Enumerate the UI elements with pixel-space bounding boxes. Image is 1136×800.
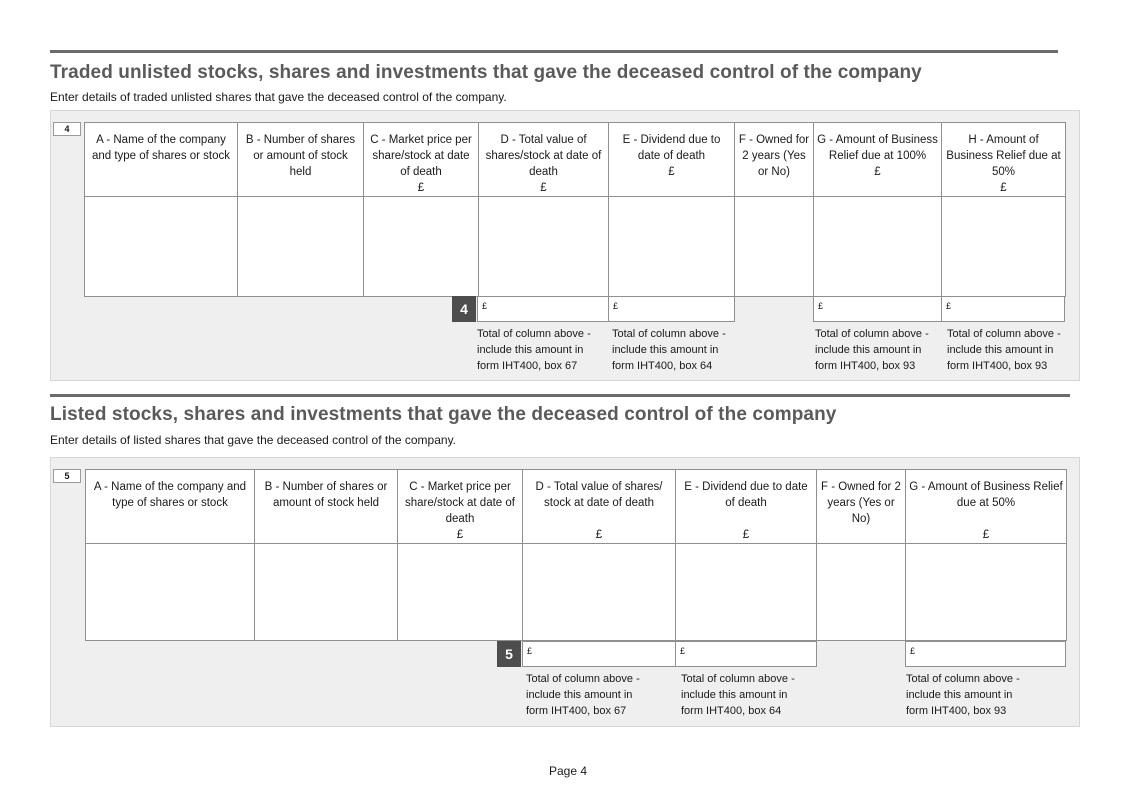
section-divider bbox=[50, 50, 1058, 53]
box-number-tag: 4 bbox=[53, 122, 81, 136]
column-header-c: C - Market price per share/stock at date of death £ bbox=[398, 470, 523, 544]
page-number: Page 4 bbox=[548, 764, 588, 778]
entry-cell-relief-50[interactable] bbox=[906, 544, 1067, 641]
entry-cell-dividend[interactable] bbox=[676, 544, 817, 641]
total-note-e: Total of column above - include this amount in form IHT400, box 64 bbox=[681, 673, 795, 717]
total-note-h: Total of column above - include this amount in form IHT400, box 93 bbox=[947, 328, 1061, 372]
section-divider bbox=[50, 394, 1070, 397]
column-header-b: B - Number of shares or amount of stock held bbox=[255, 470, 398, 544]
column-header-h: H - Amount of Business Relief due at 50% £ bbox=[942, 123, 1066, 197]
column-header-a: A - Name of the company and type of shares or stock bbox=[86, 470, 255, 544]
column-header-d: D - Total value of shares/stock at date of death £ bbox=[479, 123, 609, 197]
total-field-g[interactable]: £ bbox=[813, 296, 942, 322]
column-header-d: D - Total value of shares/ stock at date of death £ bbox=[523, 470, 676, 544]
section-title: Traded unlisted stocks, shares and investments that gave the deceased control of the company bbox=[50, 62, 922, 83]
column-header-c: C - Market price per share/stock at date of death £ bbox=[364, 123, 479, 197]
section-description: Enter details of listed shares that gave the deceased control of the company. bbox=[50, 433, 457, 447]
entry-cell-total-value[interactable] bbox=[523, 544, 676, 641]
entry-cell-number-of-shares[interactable] bbox=[255, 544, 398, 641]
total-field-g[interactable]: £ bbox=[905, 641, 1066, 667]
entry-cell-market-price[interactable] bbox=[398, 544, 523, 641]
entry-cell-total-value[interactable] bbox=[479, 197, 609, 297]
column-header-f: F - Owned for 2 years (Yes or No) bbox=[817, 470, 906, 544]
column-header-f: F - Owned for 2 years (Yes or No) bbox=[735, 123, 814, 197]
entry-cell-owned-2-years[interactable] bbox=[735, 197, 814, 297]
column-header-g: G - Amount of Business Relief due at 50% £ bbox=[906, 470, 1067, 544]
column-header-g: G - Amount of Business Relief due at 100% £ bbox=[814, 123, 942, 197]
shares-table bbox=[85, 469, 1067, 641]
entry-cell-company-name[interactable] bbox=[85, 197, 238, 297]
entry-cell-relief-100[interactable] bbox=[814, 197, 942, 297]
entry-cell-company-name[interactable] bbox=[86, 544, 255, 641]
total-box-number: 4 bbox=[452, 296, 476, 322]
column-header-e: E - Dividend due to date of death £ bbox=[676, 470, 817, 544]
total-note-d: Total of column above - include this amount in form IHT400, box 67 bbox=[477, 328, 591, 372]
total-field-e[interactable]: £ bbox=[675, 641, 817, 667]
total-note-g: Total of column above - include this amount in form IHT400, box 93 bbox=[815, 328, 929, 372]
section-description: Enter details of traded unlisted shares that gave the deceased control of the company. bbox=[50, 90, 507, 104]
total-note-g: Total of column above - include this amount in form IHT400, box 93 bbox=[906, 673, 1020, 717]
total-field-d[interactable]: £ bbox=[477, 296, 609, 322]
total-field-e[interactable]: £ bbox=[608, 296, 735, 322]
entry-cell-owned-2-years[interactable] bbox=[817, 544, 906, 641]
column-header-b: B - Number of shares or amount of stock held bbox=[238, 123, 364, 197]
box-number-tag: 5 bbox=[53, 469, 81, 483]
entry-cell-number-of-shares[interactable] bbox=[238, 197, 364, 297]
entry-cell-dividend[interactable] bbox=[609, 197, 735, 297]
entry-cell-relief-50[interactable] bbox=[942, 197, 1066, 297]
total-box-number: 5 bbox=[497, 641, 521, 667]
section-title: Listed stocks, shares and investments that gave the deceased control of the company bbox=[50, 404, 837, 425]
total-field-d[interactable]: £ bbox=[522, 641, 676, 667]
total-note-e: Total of column above - include this amount in form IHT400, box 64 bbox=[612, 328, 726, 372]
column-header-e: E - Dividend due to date of death £ bbox=[609, 123, 735, 197]
shares-table bbox=[84, 122, 1066, 297]
total-note-d: Total of column above - include this amount in form IHT400, box 67 bbox=[526, 673, 640, 717]
column-header-a: A - Name of the company and type of shares or stock bbox=[85, 123, 238, 197]
entry-cell-market-price[interactable] bbox=[364, 197, 479, 297]
total-field-h[interactable]: £ bbox=[941, 296, 1065, 322]
